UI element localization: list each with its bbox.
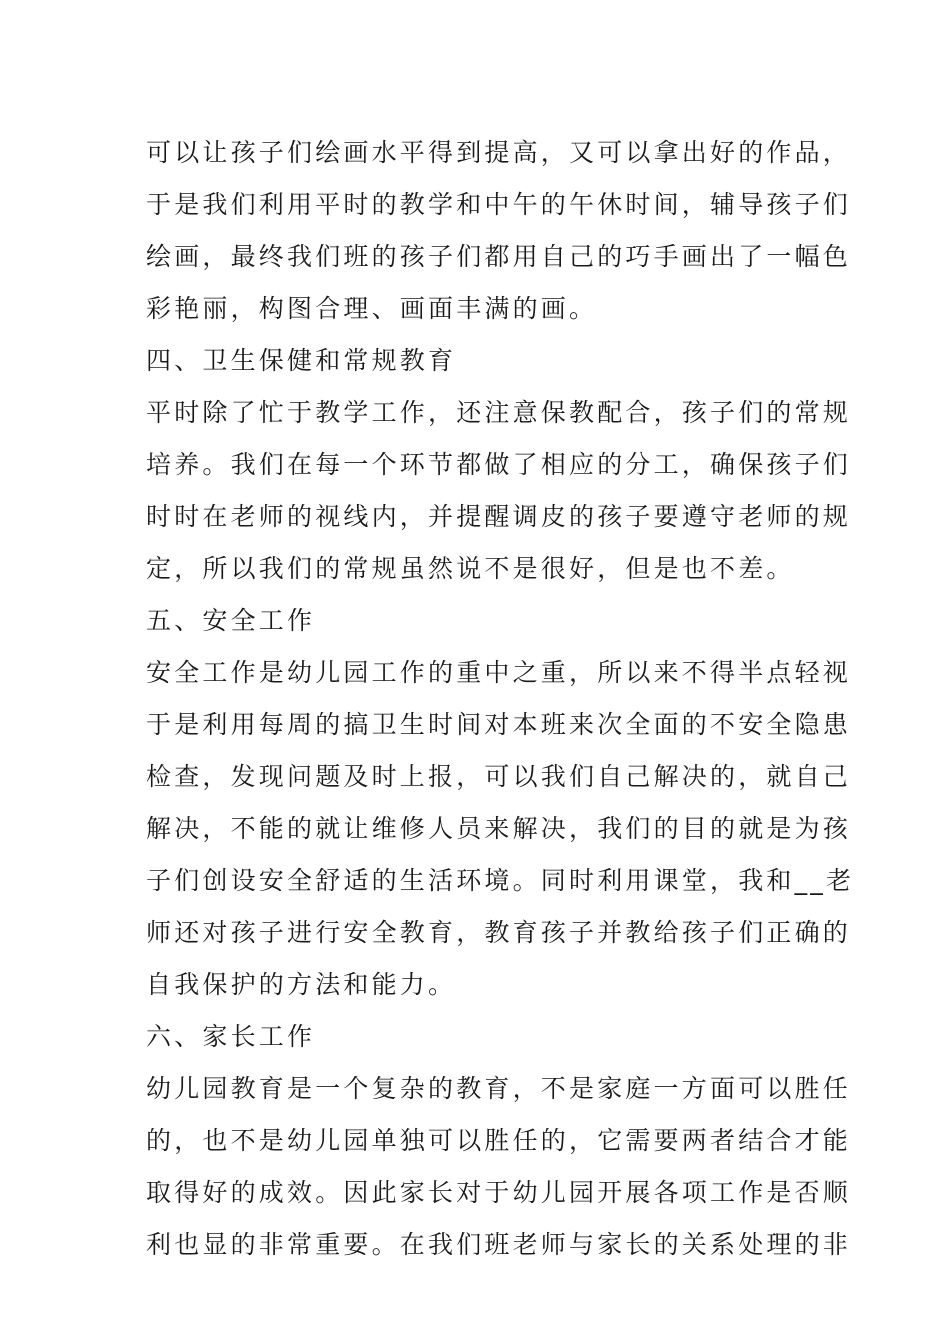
paragraph-line: 解决，不能的就让维修人员来解决，我们的目的就是为孩 (146, 814, 852, 843)
paragraph-line: 子们创设安全舒适的生活环境。同时利用课堂，我和__老 (146, 866, 855, 895)
paragraph-line: 利也显的非常重要。在我们班老师与家长的关系处理的非 (146, 1230, 852, 1259)
paragraph-line: 安全工作是幼儿园工作的重中之重，所以来不得半点轻视 (146, 658, 852, 687)
paragraph-line: 师还对孩子进行安全教育，教育孩子并教给孩子们正确的 (146, 918, 852, 947)
paragraph-line: 幼儿园教育是一个复杂的教育，不是家庭一方面可以胜任 (146, 1074, 852, 1103)
paragraph-line: 定，所以我们的常规虽然说不是很好，但是也不差。 (146, 554, 795, 583)
paragraph-line: 自我保护的方法和能力。 (146, 970, 457, 999)
section-heading: 四、卫生保健和常规教育 (146, 346, 457, 375)
section-heading: 五、安全工作 (146, 606, 316, 635)
paragraph-line: 于是利用每周的搞卫生时间对本班来次全面的不安全隐患 (146, 710, 852, 739)
paragraph-line: 平时除了忙于教学工作，还注意保教配合，孩子们的常规 (146, 398, 852, 427)
paragraph-line: 的，也不是幼儿园单独可以胜任的，它需要两者结合才能 (146, 1126, 852, 1155)
paragraph-line: 可以让孩子们绘画水平得到提高，又可以拿出好的作品， (146, 138, 852, 167)
document-body (146, 127, 855, 1271)
paragraph-line: 培养。我们在每一个环节都做了相应的分工，确保孩子们 (146, 450, 852, 479)
paragraph-line: 取得好的成效。因此家长对于幼儿园开展各项工作是否顺 (146, 1178, 852, 1207)
paragraph-line: 绘画，最终我们班的孩子们都用自己的巧手画出了一幅色 (146, 242, 852, 271)
paragraph-line: 检查，发现问题及时上报，可以我们自己解决的，就自己 (146, 762, 852, 791)
section-heading: 六、家长工作 (146, 1022, 316, 1051)
paragraph-line: 彩艳丽，构图合理、画面丰满的画。 (146, 294, 598, 323)
paragraph-line: 时时在老师的视线内，并提醒调皮的孩子要遵守老师的规 (146, 502, 852, 531)
paragraph-line: 于是我们利用平时的教学和中午的午休时间，辅导孩子们 (146, 190, 852, 219)
